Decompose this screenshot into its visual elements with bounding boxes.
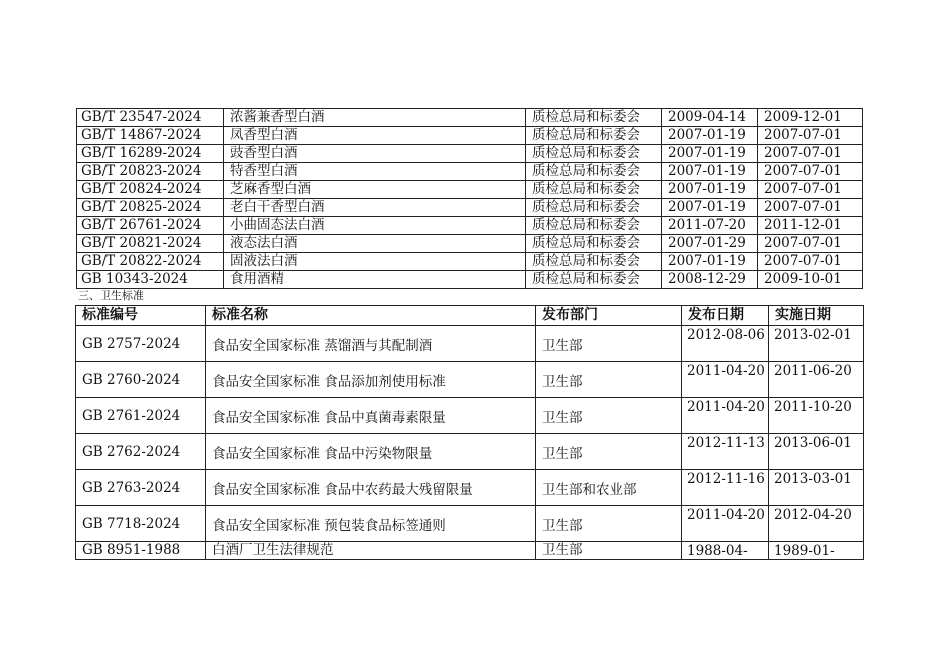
table-row bbox=[76, 326, 864, 362]
effective-date: 2013-02-01 bbox=[769, 326, 864, 362]
hygiene-standards-table bbox=[75, 305, 864, 560]
table-header-row bbox=[76, 306, 864, 326]
standard-name: 芝麻香型白酒 bbox=[224, 181, 526, 199]
issue-date: 2012-11-16 bbox=[682, 470, 769, 506]
standard-number: GB/T 20822-2024 bbox=[77, 253, 224, 271]
table-row bbox=[76, 398, 864, 434]
column-header-number: 标准编号 bbox=[76, 306, 206, 326]
issue-date: 2007-01-29 bbox=[662, 235, 758, 253]
issue-date: 2007-01-19 bbox=[662, 127, 758, 145]
standard-number: GB 2763-2024 bbox=[76, 470, 206, 506]
effective-date: 2007-07-01 bbox=[758, 253, 863, 271]
standard-number: GB 2761-2024 bbox=[76, 398, 206, 434]
standard-number: GB 2762-2024 bbox=[76, 434, 206, 470]
table-row bbox=[76, 434, 864, 470]
issue-date: 2008-12-29 bbox=[662, 271, 758, 289]
table-row bbox=[77, 145, 863, 163]
standard-name: 白酒厂卫生法律规范 bbox=[206, 542, 536, 560]
table-row bbox=[76, 506, 864, 542]
issue-date: 2007-01-19 bbox=[662, 145, 758, 163]
effective-date: 2007-07-01 bbox=[758, 235, 863, 253]
effective-date: 2011-12-01 bbox=[758, 217, 863, 235]
issuing-department: 卫生部 bbox=[536, 398, 682, 434]
table-row bbox=[77, 271, 863, 289]
issuing-department: 质检总局和标委会 bbox=[526, 163, 662, 181]
standard-number: GB/T 26761-2024 bbox=[77, 217, 224, 235]
standard-name: 豉香型白酒 bbox=[224, 145, 526, 163]
table-row bbox=[76, 542, 864, 560]
issue-date: 2011-04-20 bbox=[682, 362, 769, 398]
issue-date: 2007-01-19 bbox=[662, 163, 758, 181]
effective-date: 2013-03-01 bbox=[769, 470, 864, 506]
effective-date: 2009-12-01 bbox=[758, 109, 863, 127]
column-header-issue-date: 发布日期 bbox=[682, 306, 769, 326]
table-row bbox=[76, 470, 864, 506]
table-row bbox=[76, 362, 864, 398]
issuing-department: 质检总局和标委会 bbox=[526, 271, 662, 289]
standard-number: GB/T 20825-2024 bbox=[77, 199, 224, 217]
issue-date: 2011-04-20 bbox=[682, 398, 769, 434]
standard-number: GB/T 20823-2024 bbox=[77, 163, 224, 181]
issuing-department: 质检总局和标委会 bbox=[526, 253, 662, 271]
standard-number: GB 7718-2024 bbox=[76, 506, 206, 542]
standard-number: GB/T 16289-2024 bbox=[77, 145, 224, 163]
issuing-department: 质检总局和标委会 bbox=[526, 235, 662, 253]
standard-name: 食品安全国家标准 食品添加剂使用标准 bbox=[206, 362, 536, 398]
table-row bbox=[77, 253, 863, 271]
liquor-standards-table bbox=[76, 108, 863, 289]
issue-date: 2011-07-20 bbox=[662, 217, 758, 235]
table-row bbox=[77, 163, 863, 181]
issuing-department: 卫生部 bbox=[536, 542, 682, 560]
standard-number: GB 10343-2024 bbox=[77, 271, 224, 289]
standard-name: 食品安全国家标准 食品中农药最大残留限量 bbox=[206, 470, 536, 506]
issue-date: 2007-01-19 bbox=[662, 181, 758, 199]
issuing-department: 卫生部 bbox=[536, 362, 682, 398]
standard-name: 特香型白酒 bbox=[224, 163, 526, 181]
standard-name: 小曲固态法白酒 bbox=[224, 217, 526, 235]
standard-name: 食用酒精 bbox=[224, 271, 526, 289]
effective-date: 2007-07-01 bbox=[758, 127, 863, 145]
issue-date: 2012-08-06 bbox=[682, 326, 769, 362]
issuing-department: 卫生部 bbox=[536, 326, 682, 362]
table-row bbox=[77, 217, 863, 235]
table-row bbox=[77, 199, 863, 217]
standard-name: 食品安全国家标准 预包装食品标签通则 bbox=[206, 506, 536, 542]
table-row bbox=[77, 235, 863, 253]
effective-date: 2009-10-01 bbox=[758, 271, 863, 289]
section-heading: 三、卫生标准 bbox=[78, 289, 144, 302]
standard-number: GB 2757-2024 bbox=[76, 326, 206, 362]
standard-name: 固液法白酒 bbox=[224, 253, 526, 271]
standard-number: GB 8951-1988 bbox=[76, 542, 206, 560]
effective-date: 2007-07-01 bbox=[758, 181, 863, 199]
effective-date: 2007-07-01 bbox=[758, 145, 863, 163]
issuing-department: 质检总局和标委会 bbox=[526, 199, 662, 217]
standard-number: GB/T 20824-2024 bbox=[77, 181, 224, 199]
standard-name: 食品安全国家标准 食品中污染物限量 bbox=[206, 434, 536, 470]
column-header-name: 标准名称 bbox=[206, 306, 536, 326]
issue-date: 2007-01-19 bbox=[662, 199, 758, 217]
standard-name: 浓酱兼香型白酒 bbox=[224, 109, 526, 127]
standard-number: GB/T 23547-2024 bbox=[77, 109, 224, 127]
standard-name: 食品安全国家标准 蒸馏酒与其配制酒 bbox=[206, 326, 536, 362]
effective-date: 2007-07-01 bbox=[758, 163, 863, 181]
standard-number: GB/T 14867-2024 bbox=[77, 127, 224, 145]
standard-number: GB/T 20821-2024 bbox=[77, 235, 224, 253]
issue-date: 2007-01-19 bbox=[662, 253, 758, 271]
effective-date: 2013-06-01 bbox=[769, 434, 864, 470]
issue-date: 2012-11-13 bbox=[682, 434, 769, 470]
effective-date: 2011-06-20 bbox=[769, 362, 864, 398]
issuing-department: 质检总局和标委会 bbox=[526, 109, 662, 127]
standard-name: 食品安全国家标准 食品中真菌毒素限量 bbox=[206, 398, 536, 434]
issuing-department: 质检总局和标委会 bbox=[526, 217, 662, 235]
column-header-effective-date: 实施日期 bbox=[769, 306, 864, 326]
table-row bbox=[77, 109, 863, 127]
issuing-department: 卫生部和农业部 bbox=[536, 470, 682, 506]
table-row bbox=[77, 127, 863, 145]
effective-date: 2007-07-01 bbox=[758, 199, 863, 217]
table-row bbox=[77, 181, 863, 199]
issue-date: 1988-04- bbox=[682, 542, 769, 560]
issue-date: 2009-04-14 bbox=[662, 109, 758, 127]
issuing-department: 质检总局和标委会 bbox=[526, 181, 662, 199]
issue-date: 2011-04-20 bbox=[682, 506, 769, 542]
effective-date: 2012-04-20 bbox=[769, 506, 864, 542]
effective-date: 2011-10-20 bbox=[769, 398, 864, 434]
issuing-department: 卫生部 bbox=[536, 506, 682, 542]
issuing-department: 卫生部 bbox=[536, 434, 682, 470]
standard-name: 液态法白酒 bbox=[224, 235, 526, 253]
standard-name: 凤香型白酒 bbox=[224, 127, 526, 145]
standard-number: GB 2760-2024 bbox=[76, 362, 206, 398]
issuing-department: 质检总局和标委会 bbox=[526, 127, 662, 145]
standard-name: 老白干香型白酒 bbox=[224, 199, 526, 217]
effective-date: 1989-01- bbox=[769, 542, 864, 560]
column-header-department: 发布部门 bbox=[536, 306, 682, 326]
issuing-department: 质检总局和标委会 bbox=[526, 145, 662, 163]
